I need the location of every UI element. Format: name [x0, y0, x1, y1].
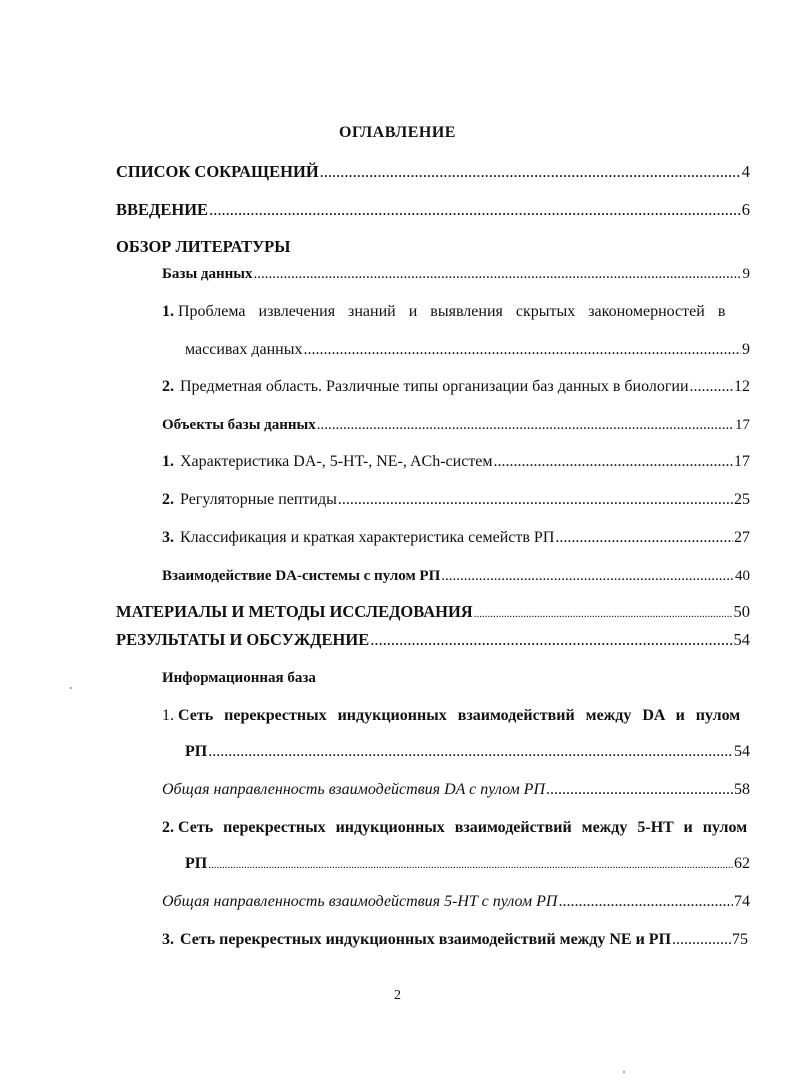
dot-leader [690, 377, 733, 397]
toc-entry-label: Классификация и краткая характеристика семейств РП [180, 529, 555, 546]
toc-entry-label: РЕЗУЛЬТАТЫ И ОБСУЖДЕНИЕ [116, 630, 370, 649]
toc-entry-number: 2. [162, 819, 174, 836]
toc-entry-label-line2: РП [185, 855, 208, 872]
toc-entry-ne-network[interactable] [162, 930, 748, 950]
toc-entry-page: 9 [742, 341, 750, 358]
dot-leader [338, 490, 733, 510]
scan-speck [623, 1071, 625, 1073]
dot-leader [441, 566, 734, 586]
toc-entry-da-interaction[interactable] [162, 566, 750, 586]
toc-entry-page: 9 [742, 266, 750, 282]
toc-entry-page: 17 [735, 417, 750, 433]
toc-entry-subject-area[interactable] [162, 377, 750, 397]
toc-entry-knowledge-extraction-cont[interactable] [185, 340, 750, 360]
toc-entry-materials-methods[interactable] [116, 602, 750, 624]
toc-entry-label-line1: Проблема извлечения знаний и выявления скрытых закономерностей в [178, 303, 726, 320]
toc-entry-page: 58 [734, 781, 750, 798]
toc-entry-database-objects[interactable] [162, 415, 750, 435]
dot-leader [320, 162, 741, 182]
dot-leader [208, 742, 733, 762]
scan-speck [70, 687, 72, 689]
dot-leader [555, 528, 733, 548]
toc-entry-knowledge-extraction[interactable] [162, 302, 752, 322]
toc-entry-label: ВВЕДЕНИЕ [116, 200, 209, 219]
toc-entry-databases[interactable] [162, 264, 750, 284]
toc-entry-number: 2. [162, 378, 174, 395]
toc-entry-label: Общая направленность взаимодействия DA с пулом РП [162, 781, 546, 798]
toc-section-literature-review[interactable]: ОБЗОР ЛИТЕРАТУРЫ [116, 237, 291, 256]
toc-section-information-base[interactable]: Информационная база [162, 670, 316, 686]
toc-entry-page: 25 [734, 491, 750, 508]
toc-entry-abbreviations[interactable] [116, 162, 750, 182]
toc-entry-label: Предметная область. Различные типы организации баз данных в биологии [180, 378, 689, 395]
dot-leader [209, 200, 741, 220]
dot-leader [208, 855, 733, 875]
toc-entry-label-line2: РП [185, 743, 208, 760]
toc-entry-label: МАТЕРИАЛЫ И МЕТОДЫ ИССЛЕДОВАНИЯ [116, 602, 473, 621]
toc-entry-page: 62 [734, 855, 750, 872]
toc-entry-page: 74 [734, 893, 750, 910]
dot-leader [558, 892, 733, 912]
toc-entry-label: Сеть перекрестных индукционных взаимодействий между NE и РП [180, 931, 672, 948]
toc-entry-page: 12 [734, 378, 750, 395]
toc-entry-label: Регуляторные пептиды [180, 491, 337, 508]
toc-entry-number: 2. [162, 491, 174, 508]
toc-entry-label-line1: Сеть перекрестных индукционных взаимодействий между DA и пулом [178, 707, 741, 724]
toc-entry-5ht-network[interactable] [162, 818, 752, 838]
toc-entry-page: 4 [741, 162, 750, 181]
toc-entry-page: 27 [734, 529, 750, 546]
toc-entry-label-line1: Сеть перекрестных индукционных взаимодействий между 5-HT и пулом [178, 819, 748, 836]
toc-entry-page: 40 [735, 568, 750, 584]
toc-entry-label: Базы данных [162, 266, 253, 282]
toc-entry-number: 1. [162, 303, 174, 320]
toc-entry-label: Взаимодействие DA-системы с пулом РП [162, 568, 441, 584]
toc-entry-da-direction[interactable] [162, 780, 750, 800]
toc-entry-label: Общая направленность взаимодействия 5-HT с пулом РП [162, 893, 558, 910]
toc-entry-systems-characteristics[interactable] [162, 452, 750, 472]
toc-entry-introduction[interactable] [116, 200, 750, 220]
page-number: 2 [394, 988, 401, 1003]
toc-entry-classification[interactable] [162, 528, 750, 548]
dot-leader [672, 930, 731, 950]
toc-entry-page: 54 [734, 743, 750, 760]
toc-entry-page: 50 [733, 602, 750, 621]
toc-entry-5ht-network-cont[interactable] [185, 854, 750, 875]
dot-leader [317, 415, 734, 435]
toc-entry-page: 17 [734, 453, 750, 470]
toc-entry-results-discussion[interactable] [116, 630, 750, 650]
toc-entry-da-network-cont[interactable] [185, 742, 750, 762]
toc-entry-label: СПИСОК СОКРАЩЕНИЙ [116, 162, 319, 181]
dot-leader [546, 780, 733, 800]
dot-leader [254, 264, 742, 284]
toc-entry-page: 75 [732, 931, 748, 948]
toc-entry-number: 1. [162, 453, 174, 470]
toc-entry-5ht-direction[interactable] [162, 892, 750, 912]
toc-entry-da-network[interactable] [162, 706, 752, 726]
toc-entry-regulatory-peptides[interactable] [162, 490, 750, 510]
dot-leader [474, 604, 733, 624]
toc-entry-label: Характеристика DA-, 5-HT-, NE-, ACh-систем [180, 453, 493, 470]
toc-entry-page: 54 [733, 630, 750, 649]
toc-entry-label: Объекты базы данных [162, 417, 316, 433]
dot-leader [494, 452, 733, 472]
toc-entry-number: 3. [162, 529, 174, 546]
toc-entry-number: 3. [162, 931, 174, 948]
toc-entry-label-line2: массивах данных [185, 341, 303, 358]
toc-entry-number: 1. [162, 707, 174, 724]
toc-heading: ОГЛАВЛЕНИЕ [339, 124, 456, 141]
dot-leader [303, 340, 741, 360]
dot-leader [370, 630, 732, 650]
toc-entry-page: 6 [741, 200, 750, 219]
